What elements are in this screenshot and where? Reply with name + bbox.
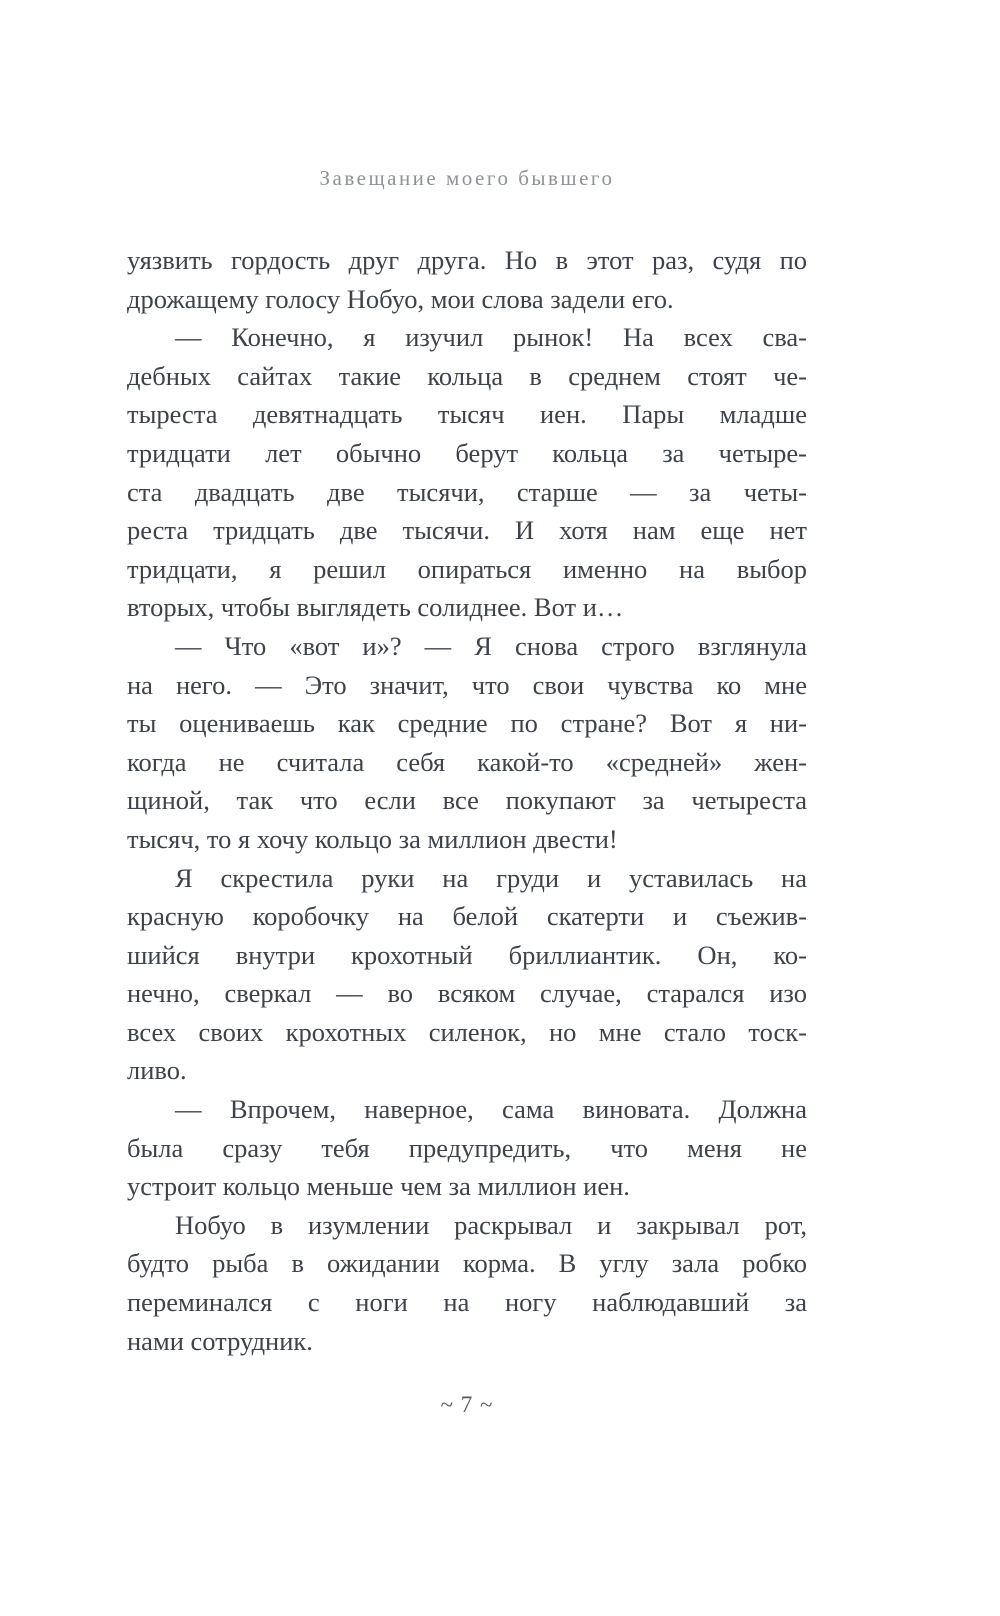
text-block (127, 241, 807, 1360)
text-line: нами сотрудник. (127, 1325, 313, 1356)
paragraph (127, 1090, 807, 1206)
text-line: тридцати лет обычно берут кольца за четыре- (127, 437, 807, 468)
text-line: нечно, сверкал — во всяком случае, старался изо (127, 978, 807, 1009)
text-line: переминался с ноги на ногу наблюдавший за (127, 1287, 807, 1318)
text-line: всех своих крохотных силенок, но мне стало тоск- (127, 1016, 807, 1047)
text-line: была сразу тебя предупредить, что меня не (127, 1132, 807, 1163)
paragraph (127, 859, 807, 1091)
text-line: ты оцениваешь как средние по стране? Вот я ни- (127, 708, 807, 739)
text-line: тридцати, я решил опираться именно на выбор (127, 553, 807, 584)
text-line: Нобуо в изумлении раскрывал и закрывал рот, (175, 1209, 807, 1240)
text-line: дрожащему голосу Нобуо, мои слова задели его. (127, 283, 674, 314)
running-title: Завещание моего бывшего (319, 166, 615, 190)
text-line: реста тридцать две тысячи. И хотя нам еще нет (127, 515, 807, 546)
text-line: Я скрестила руки на груди и уставилась на (175, 862, 807, 893)
text-line: тыреста девятнадцать тысяч иен. Пары младше (127, 399, 807, 430)
text-line: когда не считала себя какой-то «средней» жен- (127, 746, 807, 777)
text-line: вторых, чтобы выглядеть солиднее. Вот и… (127, 592, 624, 623)
text-line: ста двадцать две тысячи, старше — за четы- (127, 476, 807, 507)
text-line: ливо. (127, 1055, 187, 1086)
paragraph (127, 318, 807, 627)
text-line: тысяч, то я хочу кольцо за миллион двести! (127, 823, 618, 854)
text-line: будто рыба в ожидании корма. В углу зала робко (127, 1248, 807, 1279)
text-line: — Конечно, я изучил рынок! На всех сва- (175, 322, 807, 353)
text-line: — Что «вот и»? — Я снова строго взглянула (175, 630, 807, 661)
text-line: на него. — Это значит, что свои чувства ко мне (127, 669, 807, 700)
paragraph (127, 241, 807, 318)
page-number: ~ 7 ~ (440, 1392, 494, 1417)
paragraph (127, 1206, 807, 1360)
book-page (127, 0, 807, 1616)
paragraph (127, 627, 807, 859)
text-line: уязвить гордость друг друга. Но в этот раз, судя по (127, 245, 807, 275)
text-line: дебных сайтах такие кольца в среднем стоят че- (127, 360, 807, 391)
text-line: шийся внутри крохотный бриллиантик. Он, ко- (127, 939, 807, 970)
text-line: щиной, так что если все покупают за четыреста (127, 785, 807, 816)
text-line: устроит кольцо меньше чем за миллион иен. (127, 1171, 630, 1202)
text-line: — Впрочем, наверное, сама виновата. Должна (175, 1094, 807, 1125)
text-line: красную коробочку на белой скатерти и съежив- (127, 901, 807, 932)
